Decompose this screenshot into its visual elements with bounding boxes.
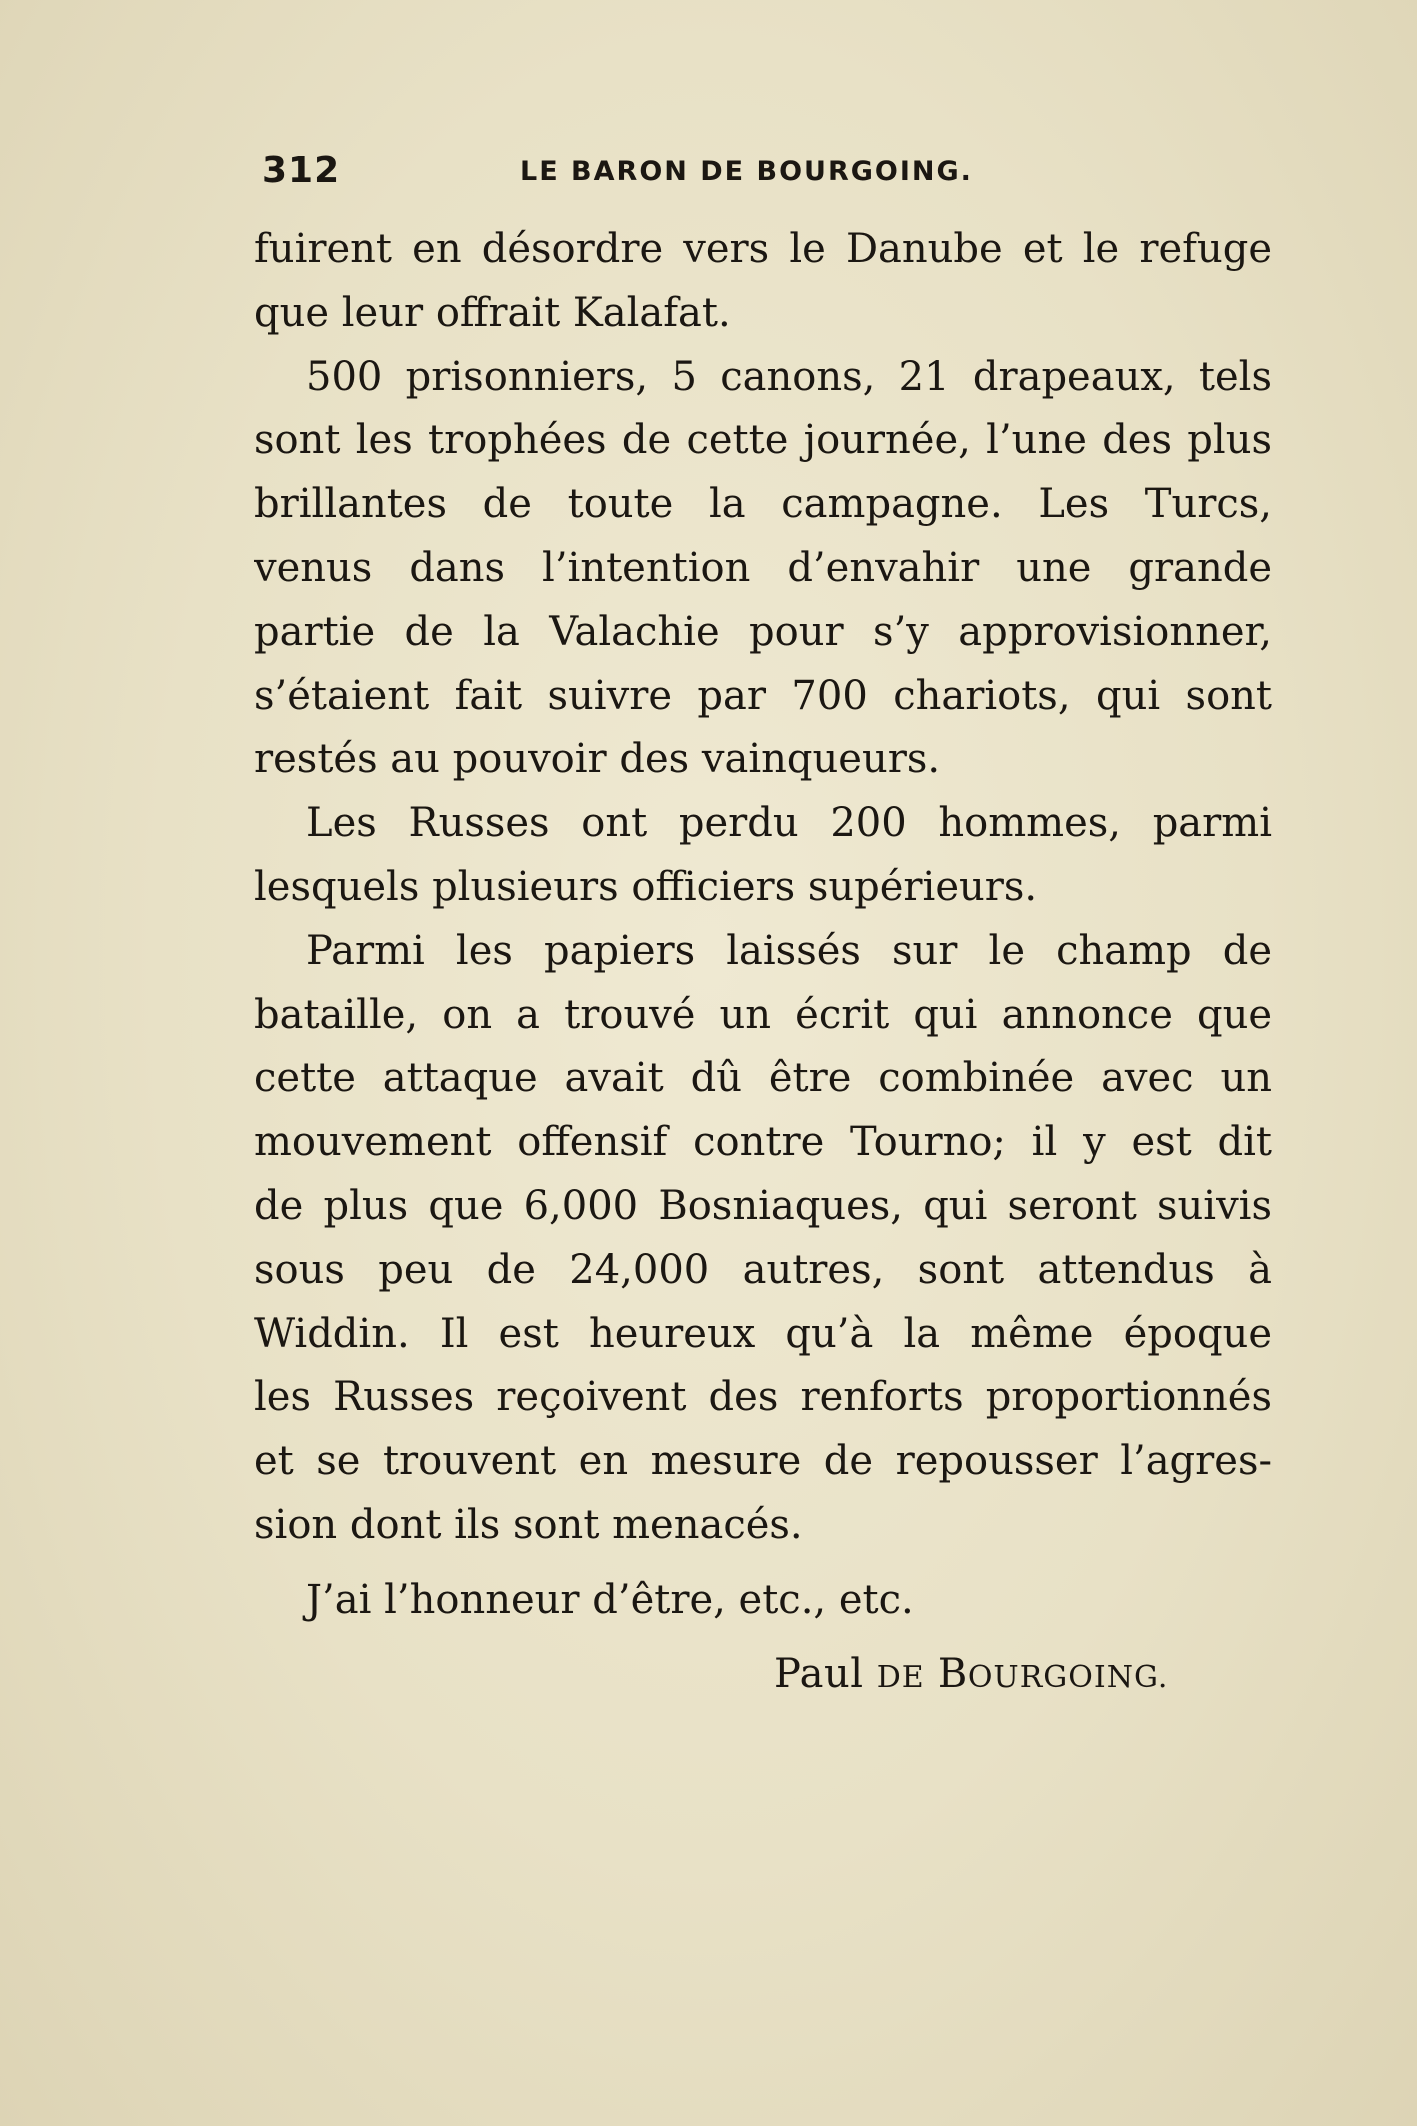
text-line: les Russes reçoivent des renforts proportionnés <box>254 1374 1272 1421</box>
text-line: et se trouvent en mesure de repousser l’agres- <box>254 1438 1272 1485</box>
text-line: restés au pouvoir des vainqueurs. <box>254 736 941 783</box>
running-title: LE BARON DE BOURGOING. <box>520 156 973 187</box>
text-line: Parmi les papiers laissés sur le champ de <box>306 927 1272 974</box>
paragraph-4 <box>254 920 1272 1558</box>
text-line: cette attaque avait dû être combinée avec un <box>254 1055 1272 1102</box>
closing-formula: J’ai l’honneur d’être, etc., etc. <box>306 1577 914 1623</box>
body-text <box>254 218 1272 1558</box>
text-line: Les Russes ont perdu 200 hommes, parmi <box>306 800 1272 847</box>
text-line: bataille, on a trouvé un écrit qui annonce que <box>254 991 1272 1038</box>
text-line: sous peu de 24,000 autres, sont attendus à <box>254 1246 1272 1293</box>
text-line: s’étaient fait suivre par 700 chariots, qui sont <box>254 672 1272 719</box>
signature-last-rest: OURGOING. <box>967 1660 1169 1695</box>
signature-particle: DE <box>876 1660 925 1695</box>
text-line: lesquels plusieurs officiers supérieurs. <box>254 863 1038 910</box>
text-line: sion dont ils sont menacés. <box>254 1501 803 1548</box>
paragraph-3 <box>254 792 1272 920</box>
signature-first-name: Paul <box>774 1651 864 1697</box>
signature-last-initial: B <box>937 1651 968 1697</box>
text-line: sont les trophées de cette journée, l’une des plus <box>254 417 1272 464</box>
paragraph-1 <box>254 218 1272 346</box>
text-line: 500 prisonniers, 5 canons, 21 drapeaux, tels <box>306 353 1272 400</box>
text-line: de plus que 6,000 Bosniaques, qui seront suivis <box>254 1182 1272 1229</box>
text-line: que leur offrait Kalafat. <box>254 289 731 336</box>
signature <box>774 1642 1168 1710</box>
text-line: mouvement offensif contre Tourno; il y est dit <box>254 1119 1272 1166</box>
text-line: fuirent en désordre vers le Danube et le refuge <box>254 226 1272 272</box>
text-line: venus dans l’intention d’envahir une grande <box>254 544 1272 591</box>
paragraph-2 <box>254 346 1272 793</box>
text-line: partie de la Valachie pour s’y approvisionner, <box>254 608 1272 655</box>
text-line: brillantes de toute la campagne. Les Turcs, <box>254 481 1272 528</box>
text-line: Widdin. Il est heureux qu’à la même époque <box>254 1310 1272 1357</box>
running-head <box>262 150 1272 200</box>
page-number: 312 <box>262 150 341 191</box>
